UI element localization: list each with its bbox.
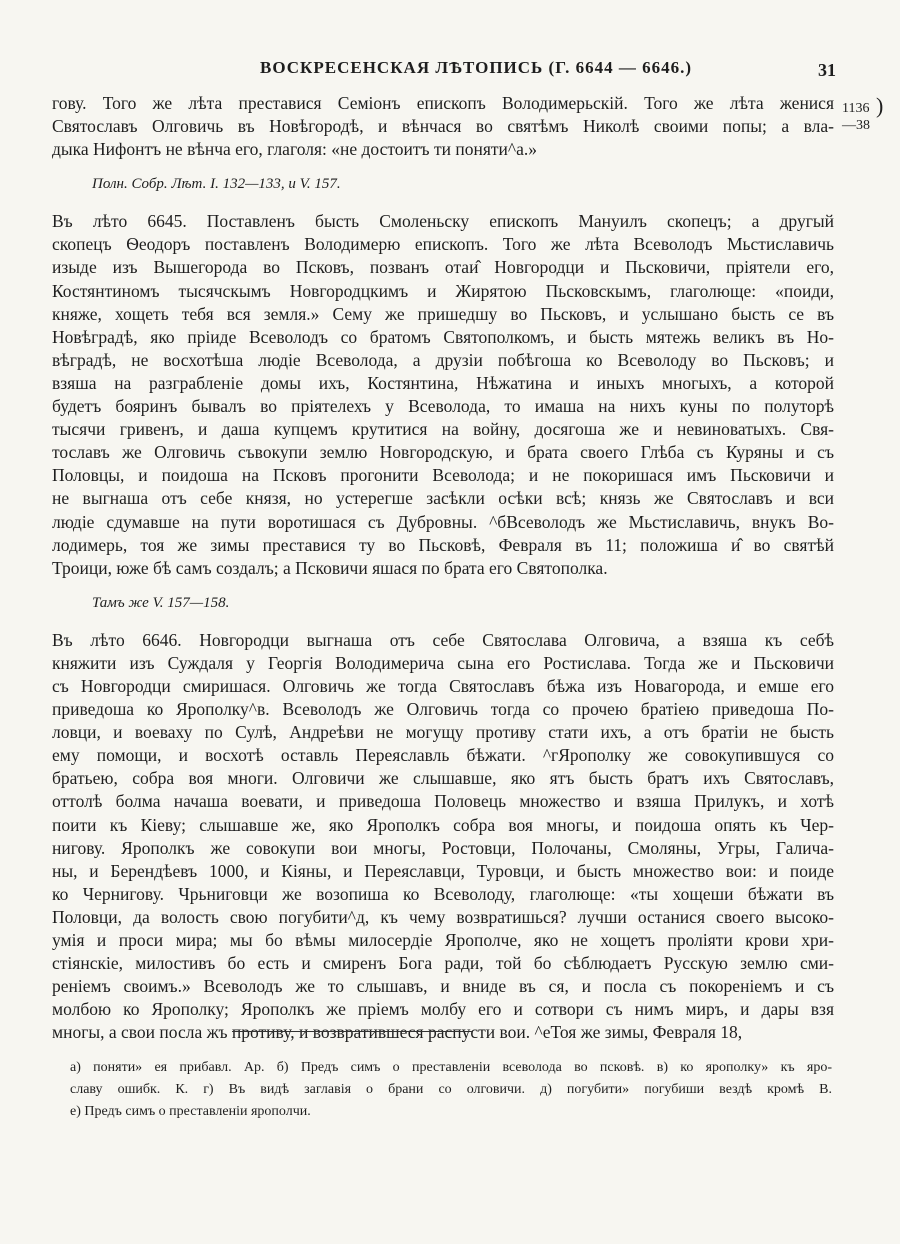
text-line: многы, а свои посла жъ противу, и возвратившеся распусти вои. ^еТоя же зимы, Февраля 18, [52,1022,743,1043]
footnote-line: славу ошибк. К. г) Въ видѣ заглавія о брани со олговичи. д) погубити» погубиши вездѣ кромѣ В. [70,1082,832,1097]
text-line: дыка Нифонтъ не вѣнча его, глаголя: «не достоитъ ти поняти^а.» [52,139,537,160]
text-line: Костянтиномъ тысячскымъ Новгородцкимъ и Жирятою Пьсковскымъ, глаголюще: «поиди, [52,280,834,301]
text-line: ко Чернигову. Чрьниговци же возопиша ко Всеволоду, глаголюще: «ты хощеши бѣжати въ [52,883,834,904]
text-line: умія и проси мира; мы бо вѣмы милосердіе Ярополче, яко не хощетъ проліяти крови хри- [52,930,834,950]
text-line: братьею, собра воя многи. Олговичи же слышавше, яко ятъ бысть братъ ихъ Святославъ, [52,768,834,789]
text-line: лодимерь, тоя же зимы преставися ту во Пьсковѣ, Февраля въ 11; положиша и̂ во святѣй [52,534,834,555]
footnote-line: а) поняти» ея прибавл. Ар. б) Предъ симъ о преставленіи всеволода во псковѣ. в) ко ярополку» къ яро- [70,1060,832,1075]
text-line: вѣградѣ, не восхотѣша людіе Всеволода, а друзіи побѣгоша ко Всеволоду во Пьсковъ; и [52,349,834,370]
text-line: княжити изъ Суждаля у Георгія Володимерича сына его Ростислава. Тогда же и Пьсковичи [52,652,834,673]
text-line: взяша на разграбленіе домы ихъ, Костянтина, Нѣжатина и иныхъ многыхъ, а которой [52,372,834,393]
text-line: Святославъ Олговичь въ Новѣгородѣ, и вѣнчася во святѣмъ Николѣ своими попы; а вла- [52,116,834,137]
text-line: ны, и Берендѣевъ 1000, и Кіяны, и Переяславци, Туровци, и бысть множество вои: и поиде [52,860,834,881]
text-line: поити къ Кіеву; слышавше же, яко Ярополкъ собра воя многы, и поидоша опять къ Чер- [52,814,834,835]
margin-brace: ) [876,93,884,118]
source-reference: Полн. Собр. Лѣт. I. 132—133, и V. 157. [92,176,341,193]
text-line: Половцы, и поидоша на Псковъ прогонити Всеволода; и не покоришася имъ Пьсковичи и [52,465,834,486]
main-text [52,92,834,1044]
text-line: молбою ко Ярополку; Ярополкъ же пріемъ молбу его и сотвори съ нимъ миръ, и дары взя [52,999,834,1020]
running-header: ВОСКРЕСЕНСКАЯ ЛѢТОПИСЬ (Г. 6644 — 6646.) [260,58,693,77]
footnotes [70,1057,832,1123]
paragraph-1 [52,92,834,161]
footnote-divider [232,1031,472,1032]
text-line: людіе сдумавше на пути воротишася съ Дубровны. ^бВсеволодъ же Мьстиславичь, внукъ Во- [52,511,834,532]
paragraph-2 [52,210,834,580]
text-line: Въ лѣто 6646. Новгородци выгнаша отъ себе Святослава Олговича, а взяша къ себѣ [52,629,834,650]
text-line: Троици, юже бѣ самъ создалъ; а Псковичи яшася по брата его Святополка. [52,557,608,578]
text-line: будетъ бояринъ бывалъ во пріятелехъ у Всеволода, то имаша на нихъ куны по полуторѣ [52,396,834,417]
text-line: нигову. Ярополкъ же совокупи вои многы, Ростовци, Полочаны, Смоляны, Угры, Галича- [52,837,834,858]
text-line: княже, хощеть тебя вся земля.» Сему же пришедшу во Пьсковъ, и услышано бысть се въ [52,303,834,324]
source-reference: Тамъ же V. 157—158. [92,594,230,611]
footnote-line: е) Предъ симъ о преставленіи ярополчи. [70,1104,311,1119]
text-line: реніемъ своимъ.» Всеволодъ же то слышавъ, и вниде въ ся, и посла съ покореніемъ и съ [52,976,834,997]
text-line: стіянскіе, милостивъ бо есть и смиренъ Бога ради, той бо сѣблюдаетъ Русскую землю сми- [52,953,834,974]
text-line: Половци, да волость свою погубити^д, къ чему возвратишься? лучши останися своего высоко- [52,906,834,927]
text-line: гову. Того же лѣта преставися Семіонъ епископъ Володимерьскій. Того же лѣта женися [52,93,834,113]
text-line: тысячи гривенъ, и даша купцемъ крутитися на войну, досягоша же и невиноватыхъ. Свя- [52,419,834,440]
text-line: ловци, и воеваху по Сулѣ, Андреѣви не могущу противу стати ихъ, а отъ братіи не бысть [52,722,834,743]
text-line: тославъ же Олговичь съвокупи землю Новгородскую, и брата своего Глѣба съ Куряны и съ [52,442,834,463]
text-line: изыде изъ Вышегорода во Псковъ, позванъ отаи̂ Новгородци и Пьсковичи, пріятели его, [52,257,834,278]
text-line: оттолѣ болма начаша воевати, и приведоша Половець множество и взяша Прилукъ, и хотѣ [52,791,834,812]
text-line: приведоша ко Ярополку^в. Всеволодъ же Олговичь тогда со прочею братіею приведоша По- [52,699,834,720]
text-line: Въ лѣто 6645. Поставленъ бысть Смоленьску епископъ Мануилъ скопецъ; а другый [52,211,834,232]
margin-number-bottom: —38 [842,118,870,133]
text-line: не выгнаша отъ себе князя, но устерегше засѣкли осѣки всѣ; князь же Святославъ и вси [52,488,834,509]
margin-number-top: 1136 [842,101,870,116]
paragraph-3 [52,629,834,1045]
text-line: съ Новгородци смиришася. Олговичь же тогда Святославъ бѣжа изъ Новагорода, и емше его [52,675,834,696]
text-line: ему помощи, и восхотѣ оставль Переяславль бѣжати. ^гЯрополку же совокупившуся со [52,745,834,766]
margin-note [842,93,884,134]
text-line: скопецъ Ѳеодоръ поставленъ Володимерю епископъ. Того же лѣта Всеволодъ Мьстиславичь [52,234,834,255]
page-number: 31 [818,60,836,80]
text-line: Новѣградѣ, яко пріиде Всеволодъ со братомъ Святополкомъ, и бысть мятежь великъ въ Но- [52,326,834,347]
